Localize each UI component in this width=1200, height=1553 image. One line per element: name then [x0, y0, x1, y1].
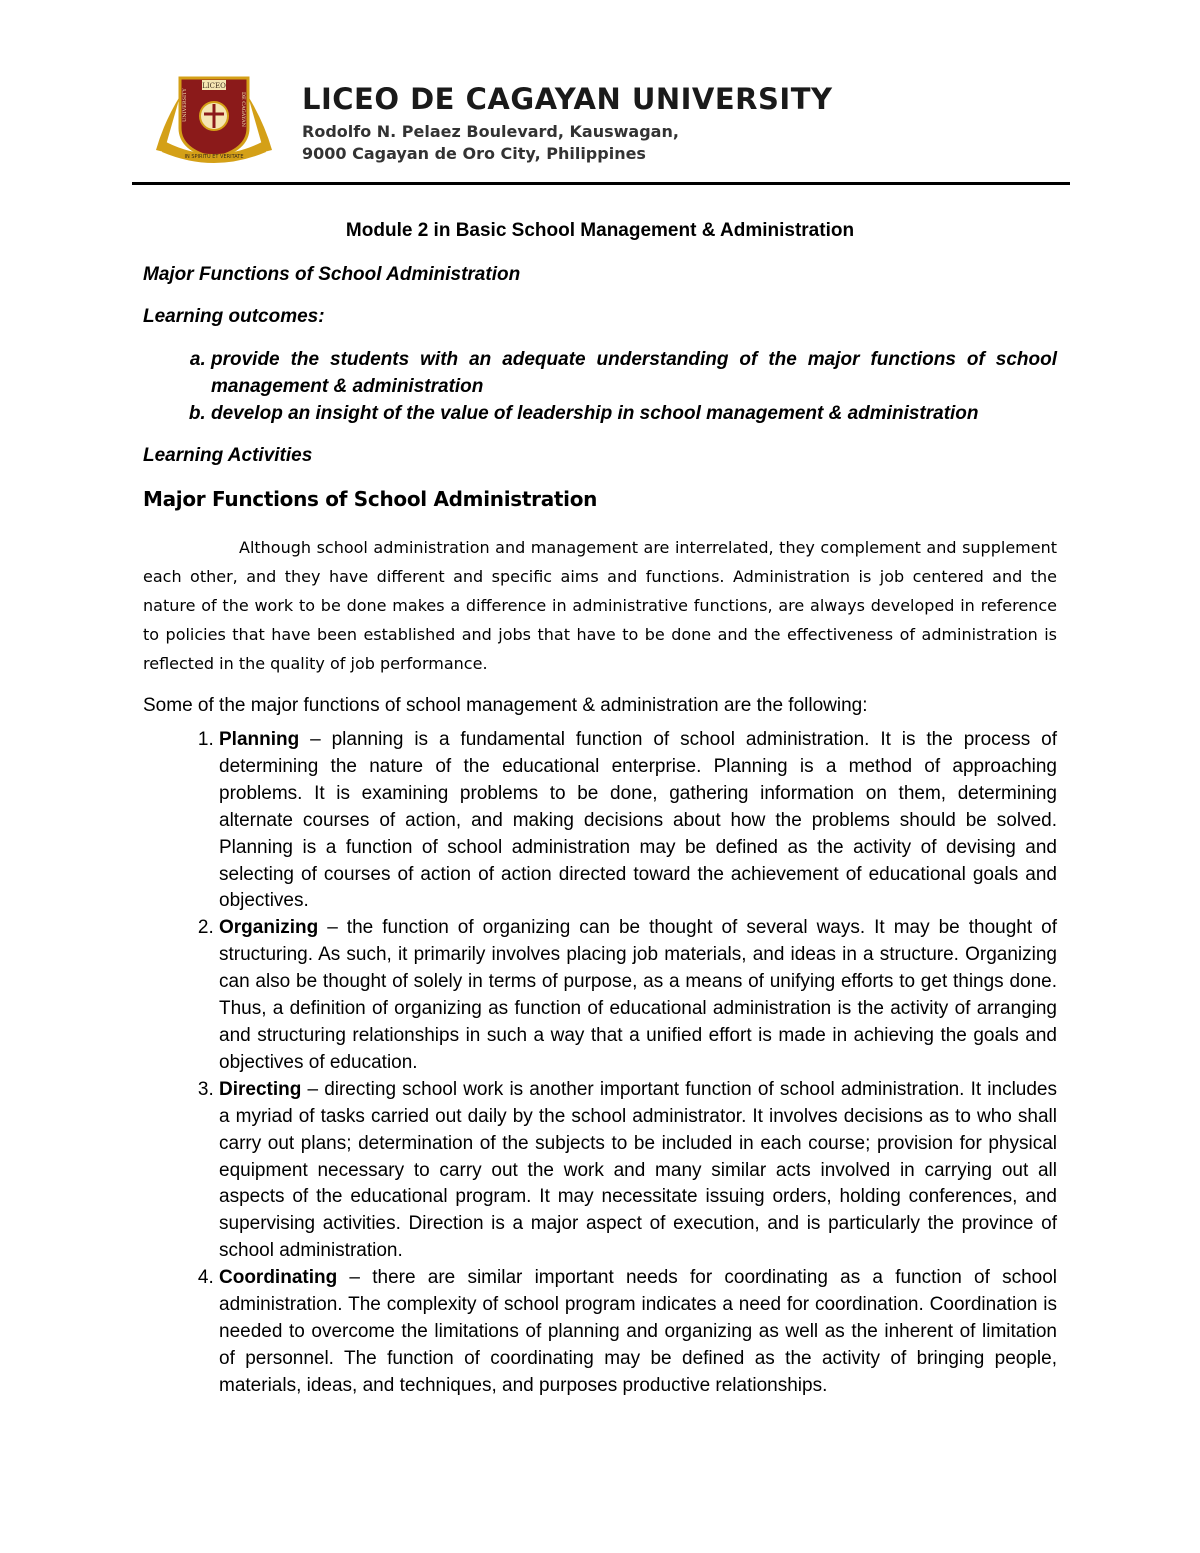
document-body [143, 218, 1057, 1400]
outcome-item: b. develop an insight of the value of leadership in school management & administration [211, 400, 1057, 427]
logo-top-text: LICEO [202, 82, 226, 90]
functions-intro: Some of the major functions of school management & administration are the following: [143, 695, 868, 716]
function-item-directing [219, 1077, 1057, 1265]
university-seal-logo [150, 70, 278, 168]
address-line-1: Rodolfo N. Pelaez Boulevard, Kauswagan, [302, 122, 679, 141]
logo-ribbon-text: IN SPIRITU ET VERITATE [184, 154, 244, 160]
function-item-coordinating [219, 1265, 1057, 1400]
function-text: – there are similar important needs for coordinating as a function of school administration. The complexity of school program indicates a need for coordination. Coordination is needed to overcome the limitations of planning and organizing as well as the inherent of limitation of personnel. The function of coordinating may be defined as the activity of bringing people, materials, ideas, and techniques, and purposes productive relationships. [219, 1267, 1057, 1396]
activities-heading: Learning Activities [143, 445, 313, 466]
header-divider [132, 182, 1070, 185]
logo-right-text: DE CAGAYAN [240, 92, 246, 127]
module-title: Module 2 in Basic School Management & Administration [345, 220, 855, 241]
function-term: Organizing [219, 917, 319, 939]
function-text: – directing school work is another important function of school administration. It includes a myriad of tasks carried out daily by the school administrator. It involves decisions as to who shall carry out plans; determination of the subjects to be included in each course; provision for physical equipment necessary to carry out the work and many similar acts involved in carrying out all aspects of the educational program. It may necessitate issuing orders, holding conferences, and supervising activities. Direction is a major aspect of execution, and is particularly the province of school administration. [219, 1078, 1057, 1262]
letterhead [150, 70, 1070, 170]
function-term: Coordinating [219, 1267, 338, 1289]
address-line-2: 9000 Cagayan de Oro City, Philippines [302, 144, 646, 163]
function-text: – planning is a fundamental function of school administration. It is the process of determining the nature of the educational enterprise. Planning is a method of approaching problems. It is examining problems to be done, gathering information on them, determining alternate courses of action, and making decisions about how the problems should be solved. Planning is a function of school administration may be defined as the activity of devising and selecting of courses of action of action directed toward the achievement of educational goals and objectives. [219, 729, 1057, 912]
section-title: Major Functions of School Administration [143, 487, 598, 511]
outcomes-list [143, 346, 1057, 427]
body-paragraph: Although school administration and management are interrelated, they complement and supplement each other, and they have different and specific aims and functions. Administration is job centered and the nature of the work to be done makes a difference in administrative functions, are always developed in reference to policies that have been established and jobs that have to be done and the effectiveness of administration is reflected in the quality of job performance. [143, 538, 1057, 673]
outcome-item: a. provide the students with an adequate understanding of the major functions of school management & administration [211, 346, 1057, 400]
module-subtitle: Major Functions of School Administration [143, 264, 521, 285]
university-name: LICEO DE CAGAYAN UNIVERSITY [302, 82, 833, 116]
function-item-planning [219, 727, 1057, 915]
outcomes-heading: Learning outcomes: [143, 306, 325, 327]
function-term: Directing [219, 1078, 302, 1100]
function-term: Planning [219, 729, 300, 750]
functions-list [143, 727, 1057, 1400]
logo-left-text: UNIVERSITY [182, 88, 188, 122]
function-item-organizing [219, 915, 1057, 1076]
function-text: – the function of organizing can be thought of several ways. It may be thought of structuring. As such, it primarily involves placing job materials, and ideas in a structure. Organizing can also be thought of solely in terms of purpose, as a means of unifying efforts to get things done. Thus, a definition of organizing as function of educational administration is the activity of arranging and structuring relationships in such a way that a unified effort is made in achieving the goals and objectives of education. [219, 917, 1057, 1073]
